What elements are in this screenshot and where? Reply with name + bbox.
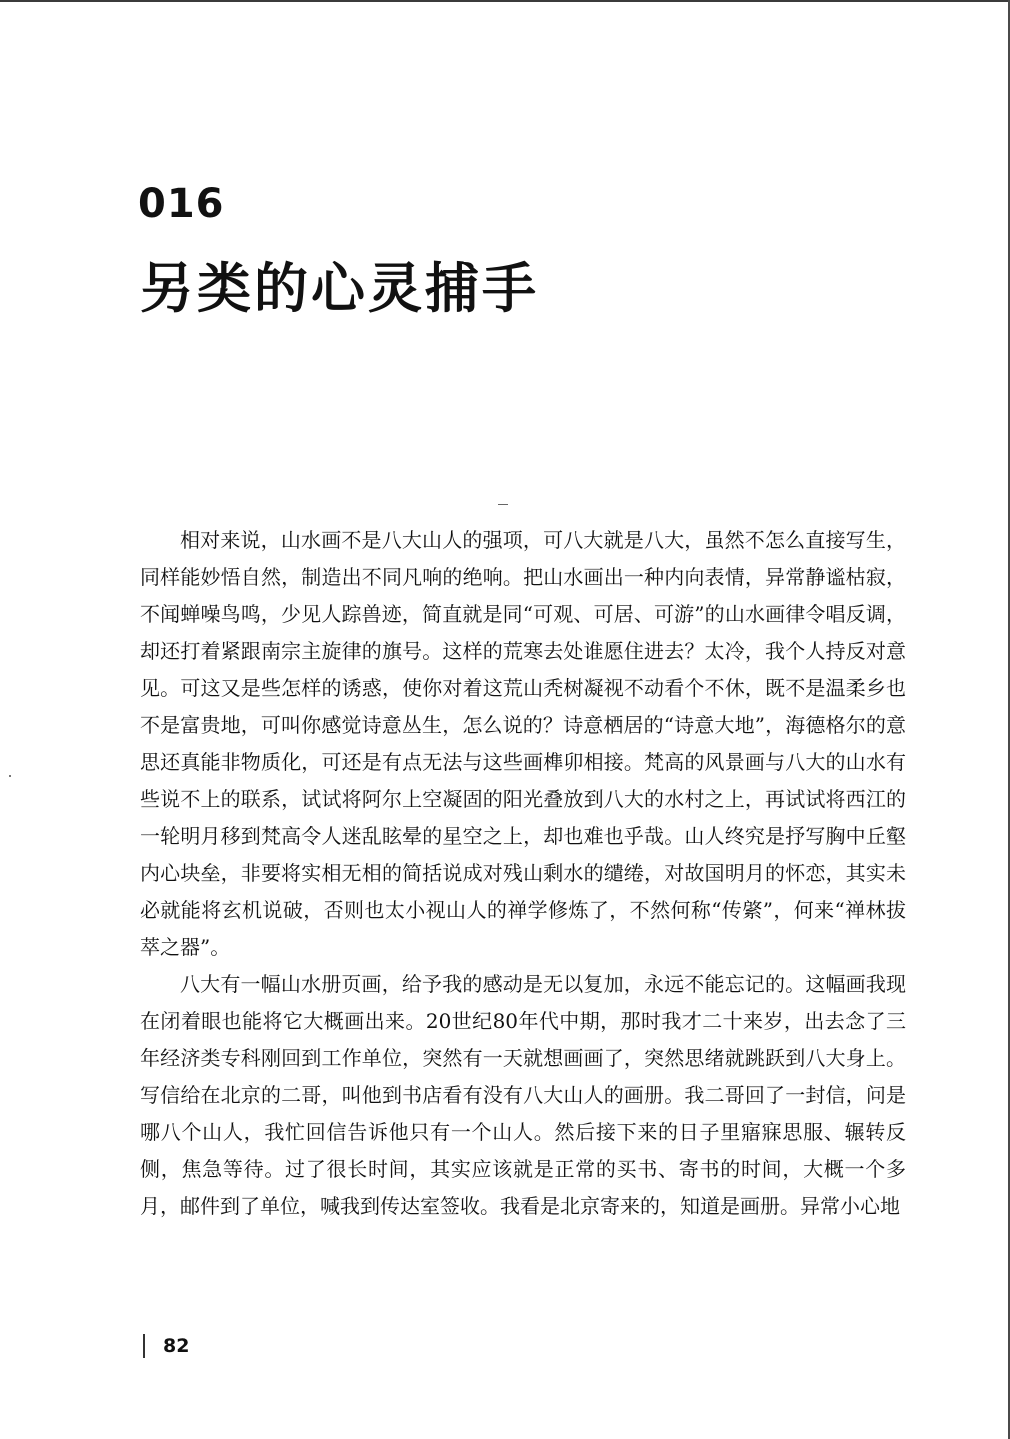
chapter-title: 另类的心灵捕手 — [140, 256, 539, 320]
page-top-border — [0, 0, 1010, 2]
body-text — [140, 522, 906, 1225]
paragraph-2: 八大有一幅山水册页画，给予我的感动是无以复加，永远不能忘记的。这幅画我现在闭着眼也能将它大概画出来。20世纪80年代中期，那时我才二十来岁，出去念了三年经济类专科刚回到工作单位，突然有一天就想画画了，突然思绪就跳跃到八大身上。写信给在北京的二哥，叫他到书店看有没有八大山人的画册。我二哥回了一封信，问是哪八个山人，我忙回信告诉他只有一个山人。然后接下来的日子里寤寐思服、辗转反侧，焦急等待。过了很长时间，其实应该就是正常的买书、寄书的时间，大概一个多月，邮件到了单位，喊我到传达室签收。我看是北京寄来的，知道是画册。异常小心地 — [140, 972, 906, 1218]
scan-mark — [498, 504, 508, 505]
chapter-number: 016 — [138, 181, 225, 227]
page-number: 82 — [163, 1335, 190, 1357]
paragraph-1: 相对来说，山水画不是八大山人的强项，可八大就是八大，虽然不怎么直接写生，同样能妙悟自然，制造出不同凡响的绝响。把山水画出一种内向表情，异常静谧枯寂，不闻蝉噪鸟鸣，少见人踪兽迹，简直就是同“可观、可居、可游”的山水画律令唱反调，却还打着紧跟南宗主旋律的旗号。这样的荒寒去处谁愿住进去？太冷，我个人持反对意见。可这又是些怎样的诱惑，使你对着这荒山秃树凝视不动看个不休，既不是温柔乡也不是富贵地，可叫你感觉诗意丛生，怎么说的？诗意栖居的“诗意大地”，海德格尔的意思还真能非物质化，可还是有点无法与这些画榫卯相接。梵高的风景画与八大的山水有些说不上的联系，试试将阿尔上空凝固的阳光叠放到八大的水村之上，再试试将西江的一轮明月移到梵高令人迷乱眩晕的星空之上，却也难也乎哉。山人终究是抒写胸中丘壑内心块垒，非要将实相无相的简括说成对残山剩水的缱绻，对故国明月的怀恋，其实未必就能将玄机说破，否则也太小视山人的禅学修炼了，不然何称“传綮”，何来“禅林拔萃之器”。 — [140, 528, 906, 959]
footer-rule — [143, 1334, 145, 1358]
scan-mark — [9, 775, 11, 777]
